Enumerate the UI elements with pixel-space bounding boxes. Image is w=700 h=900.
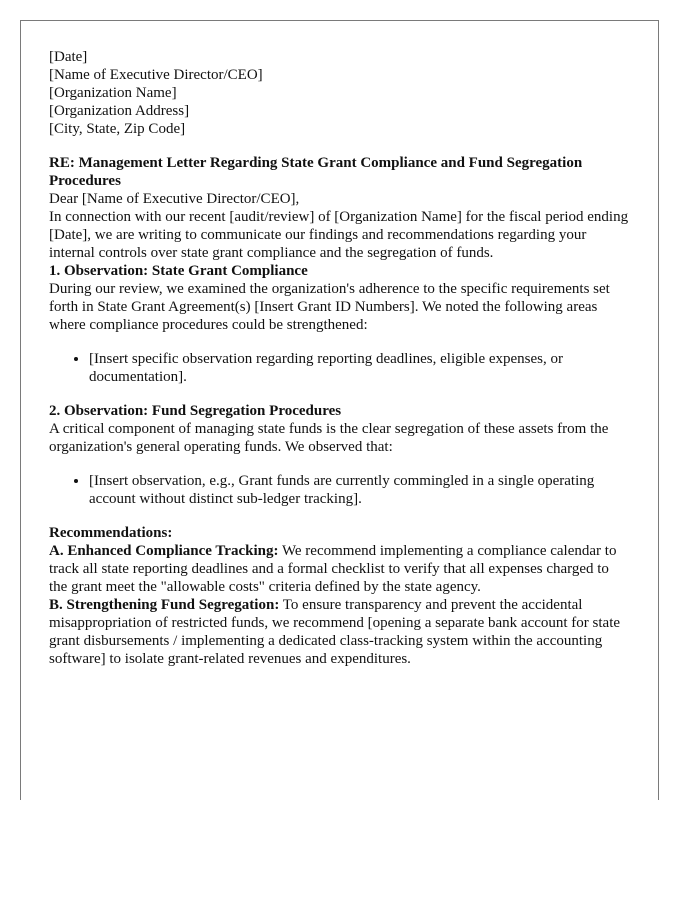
recommendation-a-label: A. Enhanced Compliance Tracking:: [49, 543, 279, 559]
letter-page: [20, 20, 659, 800]
list-item: • [Insert observation, e.g., Grant funds are currently commingled in a single operating account without distinct sub-ledger tracking].: [89, 472, 630, 508]
intro-paragraph: In connection with our recent [audit/review] of [Organization Name] for the fiscal period ending [Date], we are writing to communicate our findings and recommendations regarding your internal controls over state grant compliance and the segregation of funds.: [49, 209, 629, 261]
observation-1-list: [49, 350, 630, 386]
subject-line: RE: Management Letter Regarding State Grant Compliance and Fund Segregation Procedures: [49, 155, 583, 189]
recommendation-a: [49, 542, 630, 596]
recommendation-a-text: We recommend implementing a compliance calendar to track all state reporting deadlines and a formal checklist to verify that all expenses charged to the grant meet the "allowable costs" criteria defined by the state agency.: [49, 543, 617, 595]
recommendation-b-text: To ensure transparency and prevent the accidental misappropriation of restricted funds, we recommend [opening a separate bank account for state grant disbursements / implementing a dedicated class-tracking system within the accounting software] to isolate grant-related revenues and expenditures.: [49, 597, 621, 667]
observation-1-text: During our review, we examined the organization's adherence to the specific requirements set forth in State Grant Agreement(s) [Insert Grant ID Numbers]. We noted the following areas where compliance procedures could be strengthened:: [49, 281, 610, 333]
recommendation-b-label: B. Strengthening Fund Segregation:: [49, 597, 280, 613]
observation-2-section: [49, 402, 630, 508]
observation-1-title: 1. Observation: State Grant Compliance: [49, 263, 308, 279]
list-item: • [Insert specific observation regarding reporting deadlines, eligible expenses, or documentation].: [89, 350, 630, 386]
recipient-address: [49, 66, 630, 138]
salutation: Dear [Name of Executive Director/CEO],: [49, 191, 300, 207]
observation-1-section: [49, 262, 630, 386]
letter-date: [Date]: [49, 49, 88, 65]
recommendation-b: [49, 596, 630, 668]
recipient-name: [Name of Executive Director/CEO]: [49, 67, 263, 83]
recipient-city-state-zip: [City, State, Zip Code]: [49, 121, 186, 137]
recipient-organization: [Organization Name]: [49, 85, 177, 101]
recipient-address-line: [Organization Address]: [49, 103, 190, 119]
observation-2-title: 2. Observation: Fund Segregation Procedures: [49, 403, 342, 419]
recommendations-heading: Recommendations:: [49, 525, 173, 541]
observation-2-list: [49, 472, 630, 508]
observation-2-text: A critical component of managing state funds is the clear segregation of these assets from the organization's general operating funds. We observed that:: [49, 421, 609, 455]
